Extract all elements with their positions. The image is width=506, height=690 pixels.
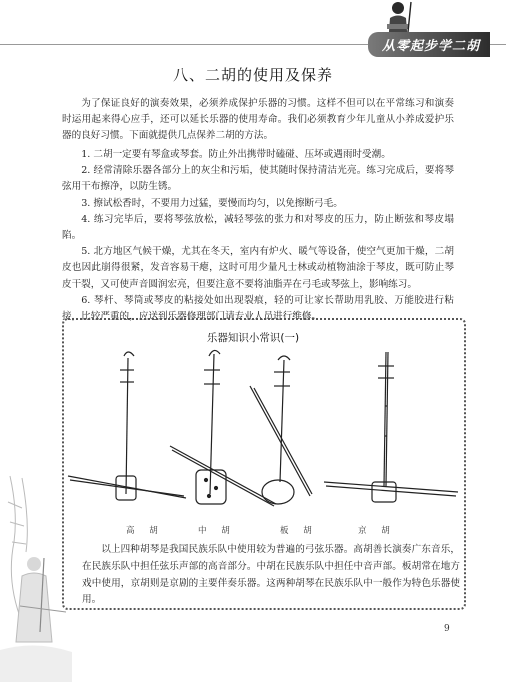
care-tip: 6. 琴杆、琴筒或琴皮的粘接处如出现裂痕，轻的可让家长帮助用乳胶、万能胶进行粘接，比较严重的，应送到乐器修理部门请专业人员进行维修。 <box>62 294 454 323</box>
instrument-label: 中 胡 <box>198 526 236 536</box>
page-number: 9 <box>444 624 450 634</box>
banhu-illustration <box>250 356 312 504</box>
zhonghu-illustration <box>170 350 276 506</box>
instrument-label: 京 胡 <box>358 526 396 536</box>
section-title: 八、二胡的使用及保养 <box>172 66 333 84</box>
instrument-label: 高 胡 <box>126 526 164 536</box>
care-tip: 3. 擦试松香时，不要用力过猛，要慢而均匀，以免擦断弓毛。 <box>81 197 343 209</box>
knowledge-box-text: 以上四种胡琴是我国民族乐队中使用较为普遍的弓弦乐器。高胡善长演奏广东音乐，在民族乐队中担任弦乐声部的高音部分。中胡在民族乐队中担任中音声部。板胡常在地方戏中使用，京胡则是京剧的主要伴奏乐器。这两种胡琴在民族乐队中一般作为特色乐器使用。 <box>82 544 460 606</box>
book-title: 从零起步学二胡 <box>368 32 490 57</box>
care-tips-list <box>62 147 454 325</box>
jinghu-illustration <box>324 352 458 502</box>
care-tip: 4. 练习完毕后，要将琴弦放松，减轻琴弦的张力和对琴皮的压力，防止断弦和琴皮塌陷。 <box>62 213 454 242</box>
intro-paragraph: 为了保证良好的演奏效果，必须养成保护乐器的习惯。这样不但可以在平常练习和演奏时运用起来得心应手，还可以延长乐器的使用寿命。我们必须教育少年儿童从小养成爱护乐器的良好习惯。下面就提供几点保养二胡的方法。 <box>62 98 454 142</box>
gaohu-illustration <box>68 352 186 500</box>
instrument-illustrations <box>66 346 462 512</box>
instrument-label: 板 胡 <box>280 526 318 536</box>
knowledge-box-title: 乐器知识小常识(一) <box>206 332 300 344</box>
care-tip: 5. 北方地区气候干燥，尤其在冬天，室内有炉火、暖气等设备，使空气更加干燥，二胡皮也因此崩得很紧，发音容易干瘪，这时可用少量凡士林或动植物油涂于琴皮，既可防止琴皮干裂，又可使声音圆润宏亮，但要注意不要将油脂弄在弓毛或琴弦上，影响练习。 <box>62 246 454 290</box>
care-tip: 2. 经常清除乐器各部分上的灰尘和污垢，使其随时保持清洁光亮。练习完成后，要将琴弦用干布擦净，以防生锈。 <box>62 165 454 193</box>
care-tip: 1. 二胡一定要有琴盒或琴套。防止外出携带时磕碰、压坏或遇雨时受潮。 <box>81 149 391 160</box>
lady-erhu-illustration <box>0 472 72 682</box>
page-header <box>0 0 506 56</box>
